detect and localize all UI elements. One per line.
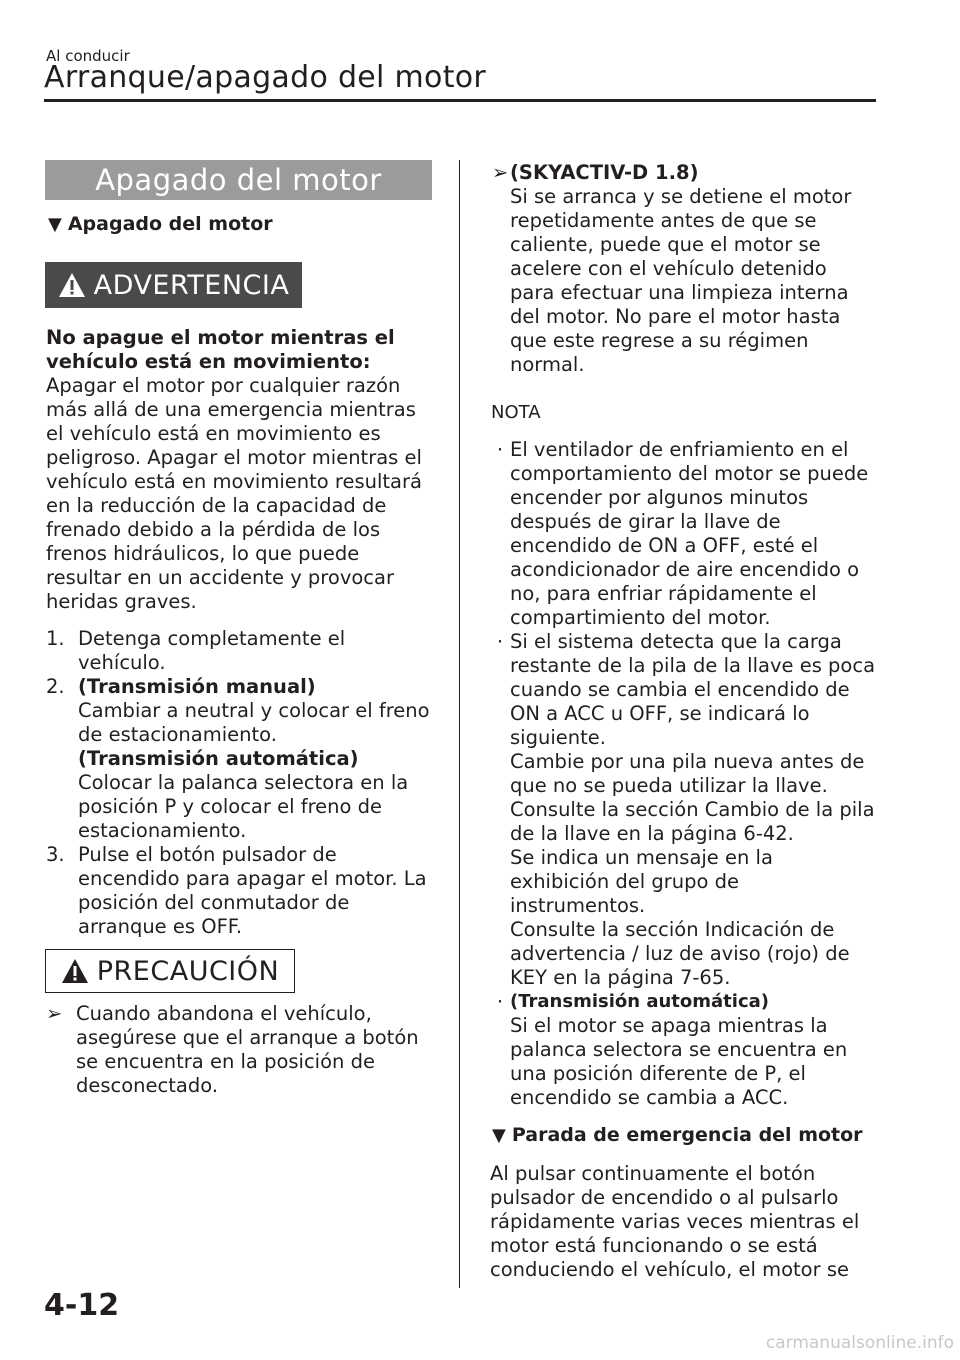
caution-label: PRECAUCIÓN xyxy=(96,955,280,987)
warning-body: Apagar el motor por cualquier razón más allá de una emergencia mientras el vehículo está en movimiento es peligroso. Apagar el motor mientras el vehículo está en movimiento resultará en la reducción de la capacidad de frenado debido a la pérdida de los frenos hidráulicos, lo que puede resultar en un accidente y provocar heridas graves. xyxy=(46,374,422,613)
section-banner: Apagado del motor xyxy=(45,160,432,200)
caution-text xyxy=(46,1002,431,1098)
warning-label: ADVERTENCIA xyxy=(93,269,290,301)
skyactiv-lead: (SKYACTIV-D 1.8) xyxy=(510,161,699,184)
page-number: 4-12 xyxy=(44,1288,120,1323)
arrow-right-icon: ➢ xyxy=(46,1002,63,1025)
triangle-down-icon: ▼ xyxy=(492,1125,506,1146)
step-number: 2. xyxy=(46,675,65,698)
nota-item-1: El ventilador de enfriamiento en el comportamiento del motor se puede encender por algunos minutos después de girar la llave de encendido de ON a OFF, esté el acondicionador de aire encendido o no, para enfriar rápidamente el compartimiento del motor. xyxy=(510,438,869,629)
subheading-apagado xyxy=(48,213,273,235)
subheading-emergencia xyxy=(492,1124,863,1146)
step-number: 1. xyxy=(46,627,65,650)
skyactiv-note xyxy=(492,161,877,377)
caution-triangle-icon xyxy=(61,958,89,984)
step-body: Cambiar a neutral y colocar el freno de estacionamiento. xyxy=(78,699,430,746)
list-item xyxy=(46,843,438,939)
nota-item-3-body: Si el motor se apaga mientras la palanca selectora se encuentra en una posición diferente de P, el encendido se cambia a ACC. xyxy=(510,1014,848,1109)
warning-box xyxy=(45,262,302,308)
page-title: Arranque/apagado del motor xyxy=(44,60,487,95)
nota-item-2e: Consulte la sección Indicación de advertencia / luz de aviso (rojo) de KEY en la página 7-65. xyxy=(510,918,850,989)
nota-item-2a: Si el sistema detecta que la carga restante de la pila de la llave es poca cuando se cambia el encendido de ON a ACC u OFF, se indicará lo siguiente. xyxy=(510,630,876,749)
nota-item-2c: Consulte la sección Cambio de la pila de la llave en la página 6-42. xyxy=(510,798,875,845)
caution-box xyxy=(45,949,295,993)
list-item xyxy=(46,675,438,843)
watermark: carmanualsonline.info xyxy=(765,1333,954,1353)
nota-label: NOTA xyxy=(491,402,541,423)
arrow-right-icon: ➢ xyxy=(492,161,509,184)
bullet-dot: · xyxy=(496,630,504,653)
warning-triangle-icon xyxy=(58,272,86,298)
step-body: Detenga completamente el vehículo. xyxy=(78,627,346,674)
bullet-dot: · xyxy=(496,438,504,461)
column-divider xyxy=(459,160,460,1288)
emergency-body: Al pulsar continuamente el botón pulsador de encendido o al pulsarlo rápidamente varias veces mientras el motor está funcionando o se está conduciendo el vehículo, el motor se xyxy=(490,1162,860,1281)
nota-item-2d: Se indica un mensaje en la exhibición del grupo de instrumentos. xyxy=(510,846,773,917)
step-lead: (Transmisión manual) xyxy=(78,675,316,698)
nota-item-2b: Cambie por una pila nueva antes de que no se pueda utilizar la llave. xyxy=(510,750,865,797)
list-item xyxy=(46,1002,431,1098)
emergency-heading-text: Parada de emergencia del motor xyxy=(511,1124,863,1146)
header-rule xyxy=(44,99,876,102)
header-section-label: Al conducir xyxy=(46,47,130,65)
skyactiv-body: Si se arranca y se detiene el motor repetidamente antes de que se caliente, puede que el motor se acelere con el vehículo detenido para efectuar una limpieza interna del motor. No pare el motor hasta que este regrese a su régimen normal. xyxy=(510,185,852,376)
step-lead-2: (Transmisión automática) xyxy=(78,747,359,770)
list-item xyxy=(46,627,438,675)
bullet-dot: · xyxy=(496,990,504,1013)
step-body-2: Colocar la palanca selectora en la posición P y colocar el freno de estacionamiento. xyxy=(78,771,409,842)
step-number: 3. xyxy=(46,843,65,866)
steps-list xyxy=(46,627,438,939)
list-item xyxy=(490,990,878,1110)
triangle-down-icon: ▼ xyxy=(48,214,62,235)
list-item xyxy=(490,438,878,630)
list-item xyxy=(490,630,878,990)
step-body: Pulse el botón pulsador de encendido para apagar el motor. La posición del conmutador de arranque es OFF. xyxy=(78,843,427,938)
caution-body: Cuando abandona el vehículo, asegúrese que el arranque a botón se encuentra en la posición de desconectado. xyxy=(76,1002,419,1097)
subheading-text: Apagado del motor xyxy=(67,213,273,235)
nota-list xyxy=(490,438,878,1110)
list-item xyxy=(492,161,877,377)
nota-item-3-lead: (Transmisión automática) xyxy=(510,991,769,1012)
warning-text xyxy=(46,326,436,614)
warning-lead: No apague el motor mientras el vehículo está en movimiento: xyxy=(46,326,395,373)
